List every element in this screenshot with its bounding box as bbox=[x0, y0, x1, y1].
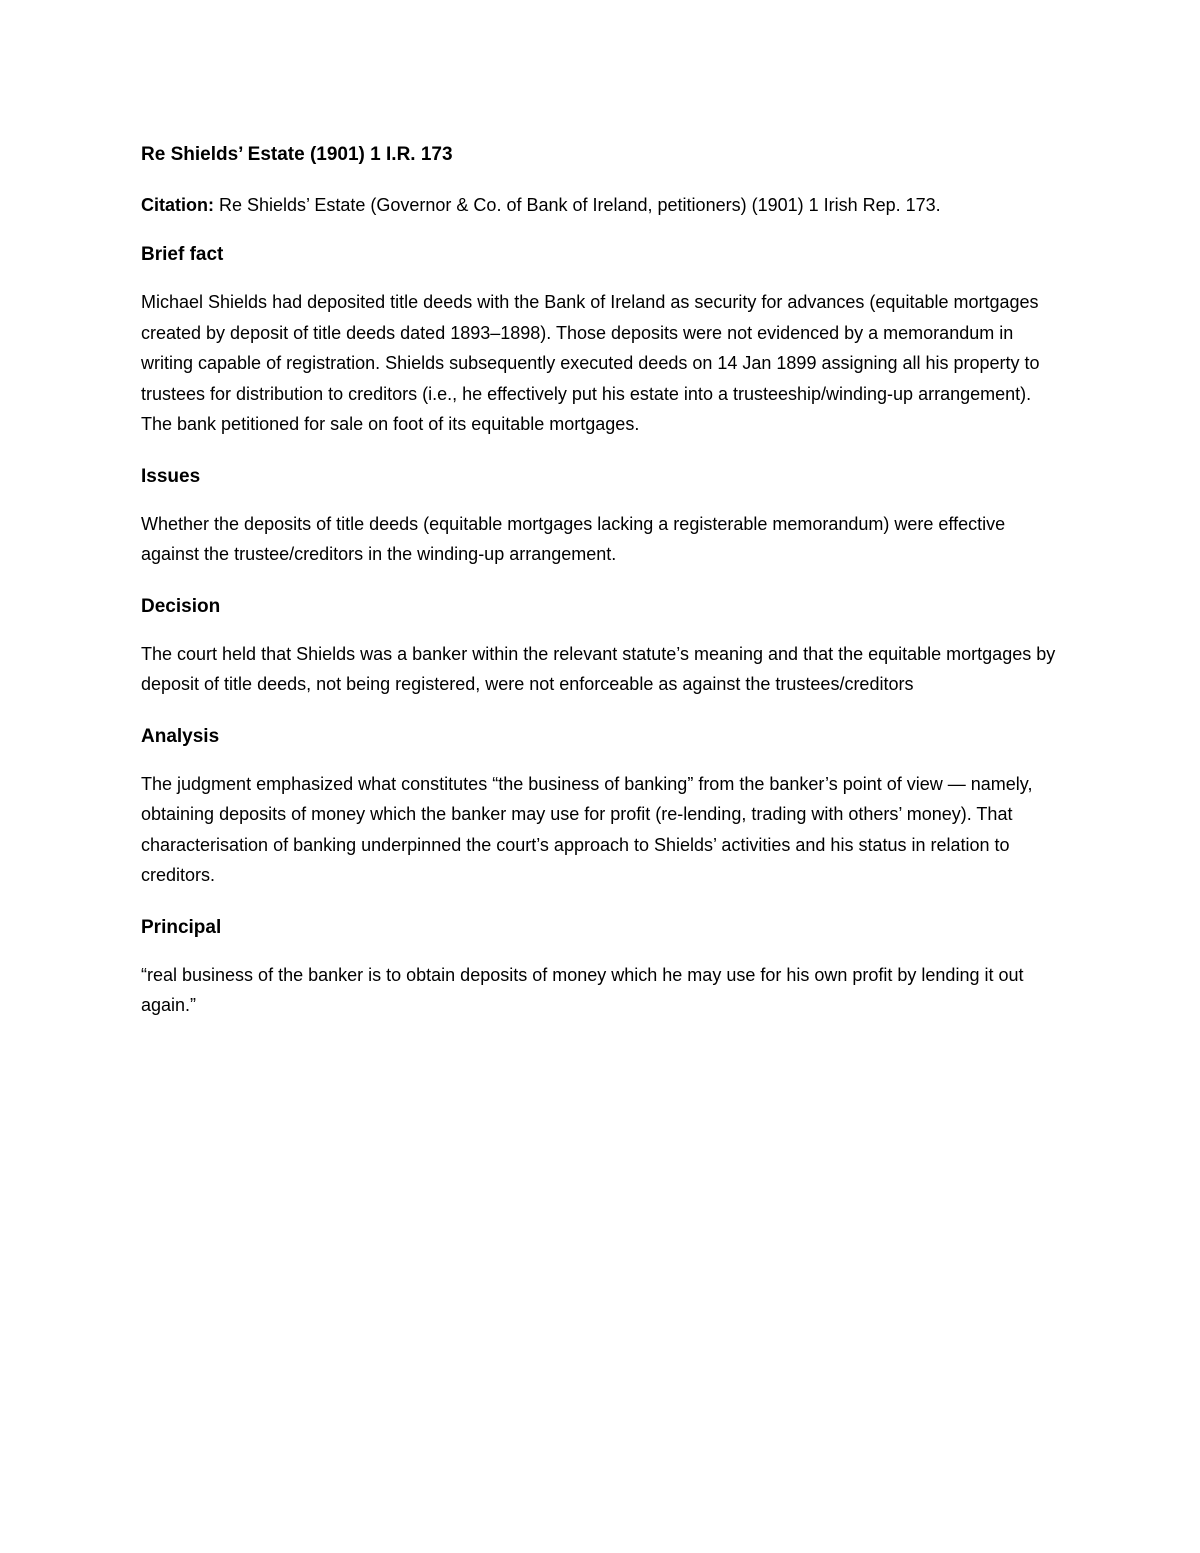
analysis-paragraph: The judgment emphasized what constitutes “the business of banking” from the banker’s point of view — namely, obtaining deposits of money which the banker may use for profit (re-lending, trading with others’ money). That characterisation of banking underpinned the court’s approach to Shields’ activities and his status in relation to creditors. bbox=[141, 773, 1033, 885]
citation-line bbox=[141, 192, 1059, 218]
document-body bbox=[141, 142, 1059, 1021]
brief-fact-paragraph: Michael Shields had deposited title deeds with the Bank of Ireland as security for advances (equitable mortgages created by deposit of title deeds dated 1893–1898). Those deposits were not evidenced by a memorandum in writing capable of registration. Shields subsequently executed deeds on 14 Jan 1899 assigning all his property to trustees for distribution to creditors (i.e., he effectively put his estate into a trusteeship/winding-up arrangement). The bank petitioned for sale on foot of its equitable mortgages. bbox=[141, 292, 1040, 434]
principal-paragraph: “real business of the banker is to obtain deposits of money which he may use for his own profit by lending it out again.” bbox=[141, 964, 1024, 1015]
heading-principal: Principal bbox=[141, 916, 222, 938]
heading-brief-fact: Brief fact bbox=[141, 244, 224, 265]
citation-label: Citation: bbox=[141, 195, 214, 215]
heading-decision: Decision bbox=[141, 595, 221, 617]
case-title: Re Shields’ Estate (1901) 1 I.R. 173 bbox=[141, 144, 453, 165]
issues-paragraph: Whether the deposits of title deeds (equitable mortgages lacking a registerable memorandum) were effective against the trustee/creditors in the winding-up arrangement. bbox=[141, 513, 1006, 564]
citation-text: Re Shields’ Estate (Governor & Co. of Bank of Ireland, petitioners) (1901) 1 Irish Rep. 173. bbox=[213, 195, 941, 215]
heading-issues: Issues bbox=[141, 465, 201, 487]
decision-paragraph: The court held that Shields was a banker within the relevant statute’s meaning and that the equitable mortgages by deposit of title deeds, not being registered, were not enforceable as against the trustees/creditors bbox=[141, 643, 1056, 694]
heading-analysis: Analysis bbox=[141, 725, 220, 747]
